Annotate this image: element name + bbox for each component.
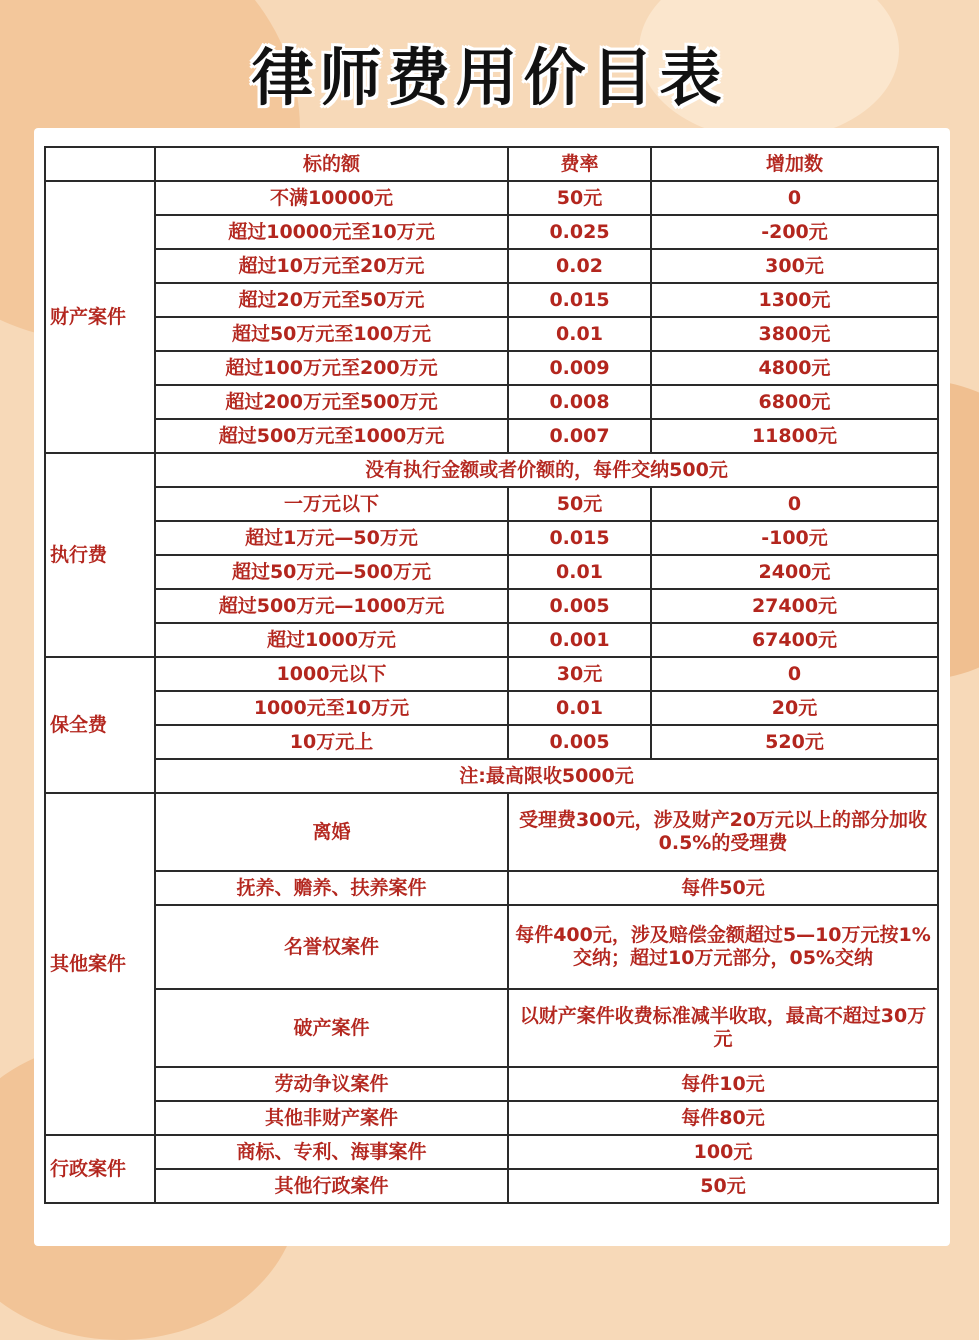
table-row [45,691,938,725]
table-row [45,419,938,453]
rate-cell: 0.005 [508,725,651,759]
table-row [45,385,938,419]
table-row [45,1135,938,1169]
rate-cell: 0.01 [508,691,651,725]
amount-cell: 10万元上 [155,725,508,759]
table-row [45,249,938,283]
case-fee-cell: 每件400元，涉及赔偿金额超过5—10万元按1%交纳；超过10万元部分，05%交纳 [508,905,938,989]
table-row [45,725,938,759]
table-row [45,989,938,1067]
rate-cell: 30元 [508,657,651,691]
table-row [45,453,938,487]
increase-cell: 0 [651,487,938,521]
rate-cell: 50元 [508,487,651,521]
category-other: 其他案件 [45,793,155,1135]
case-fee-cell: 以财产案件收费标准减半收取，最高不超过30万元 [508,989,938,1067]
case-fee-cell: 每件50元 [508,871,938,905]
increase-cell: 3800元 [651,317,938,351]
table-row [45,521,938,555]
increase-cell: 20元 [651,691,938,725]
amount-cell: 超过50万元至100万元 [155,317,508,351]
table-row [45,1101,938,1135]
amount-cell: 超过500万元—1000万元 [155,589,508,623]
table-row [45,487,938,521]
case-fee-cell: 50元 [508,1169,938,1203]
table-row [45,1169,938,1203]
rate-cell: 0.001 [508,623,651,657]
rate-cell: 0.01 [508,555,651,589]
case-fee-cell: 100元 [508,1135,938,1169]
table-row [45,589,938,623]
header-increase: 增加数 [651,147,938,181]
execution-note: 没有执行金额或者价额的，每件交纳500元 [155,453,938,487]
amount-cell: 一万元以下 [155,487,508,521]
increase-cell: 11800元 [651,419,938,453]
increase-cell: 6800元 [651,385,938,419]
page-title: 律师费用价目表 [251,41,728,114]
amount-cell: 超过20万元至50万元 [155,283,508,317]
table-row [45,1067,938,1101]
case-name-cell: 其他非财产案件 [155,1101,508,1135]
header-empty-cell [45,147,155,181]
amount-cell: 超过10000元至10万元 [155,215,508,249]
increase-cell: -200元 [651,215,938,249]
preservation-note: 注:最高限收5000元 [155,759,938,793]
category-admin: 行政案件 [45,1135,155,1203]
case-name-cell: 离婚 [155,793,508,871]
table-row [45,181,938,215]
rate-cell: 0.02 [508,249,651,283]
table-row [45,793,938,871]
case-name-cell: 抚养、赡养、扶养案件 [155,871,508,905]
table-header-row [45,147,938,181]
increase-cell: -100元 [651,521,938,555]
amount-cell: 1000元以下 [155,657,508,691]
table-row [45,555,938,589]
table-row [45,351,938,385]
amount-cell: 超过500万元至1000万元 [155,419,508,453]
amount-cell: 超过1000万元 [155,623,508,657]
rate-cell: 0.015 [508,283,651,317]
case-name-cell: 劳动争议案件 [155,1067,508,1101]
table-row [45,215,938,249]
increase-cell: 2400元 [651,555,938,589]
increase-cell: 520元 [651,725,938,759]
increase-cell: 1300元 [651,283,938,317]
header-rate: 费率 [508,147,651,181]
category-property: 财产案件 [45,181,155,453]
rate-cell: 0.009 [508,351,651,385]
increase-cell: 4800元 [651,351,938,385]
amount-cell: 超过200万元至500万元 [155,385,508,419]
case-name-cell: 其他行政案件 [155,1169,508,1203]
rate-cell: 0.015 [508,521,651,555]
rate-cell: 0.007 [508,419,651,453]
increase-cell: 27400元 [651,589,938,623]
case-fee-cell: 每件80元 [508,1101,938,1135]
table-row [45,317,938,351]
category-execution: 执行费 [45,453,155,657]
table-row [45,871,938,905]
table-row [45,905,938,989]
table-row [45,623,938,657]
case-name-cell: 破产案件 [155,989,508,1067]
category-preservation: 保全费 [45,657,155,793]
amount-cell: 超过100万元至200万元 [155,351,508,385]
increase-cell: 0 [651,181,938,215]
header-amount: 标的额 [155,147,508,181]
case-fee-cell: 每件10元 [508,1067,938,1101]
amount-cell: 超过50万元—500万元 [155,555,508,589]
amount-cell: 超过10万元至20万元 [155,249,508,283]
rate-cell: 0.008 [508,385,651,419]
rate-cell: 0.025 [508,215,651,249]
increase-cell: 0 [651,657,938,691]
rate-cell: 0.01 [508,317,651,351]
case-name-cell: 商标、专利、海事案件 [155,1135,508,1169]
increase-cell: 300元 [651,249,938,283]
table-row [45,759,938,793]
rate-cell: 50元 [508,181,651,215]
fee-table [44,146,939,1204]
case-fee-cell: 受理费300元，涉及财产20万元以上的部分加收0.5%的受理费 [508,793,938,871]
amount-cell: 1000元至10万元 [155,691,508,725]
table-row [45,657,938,691]
increase-cell: 67400元 [651,623,938,657]
case-name-cell: 名誉权案件 [155,905,508,989]
amount-cell: 超过1万元—50万元 [155,521,508,555]
rate-cell: 0.005 [508,589,651,623]
amount-cell: 不满10000元 [155,181,508,215]
table-row [45,283,938,317]
